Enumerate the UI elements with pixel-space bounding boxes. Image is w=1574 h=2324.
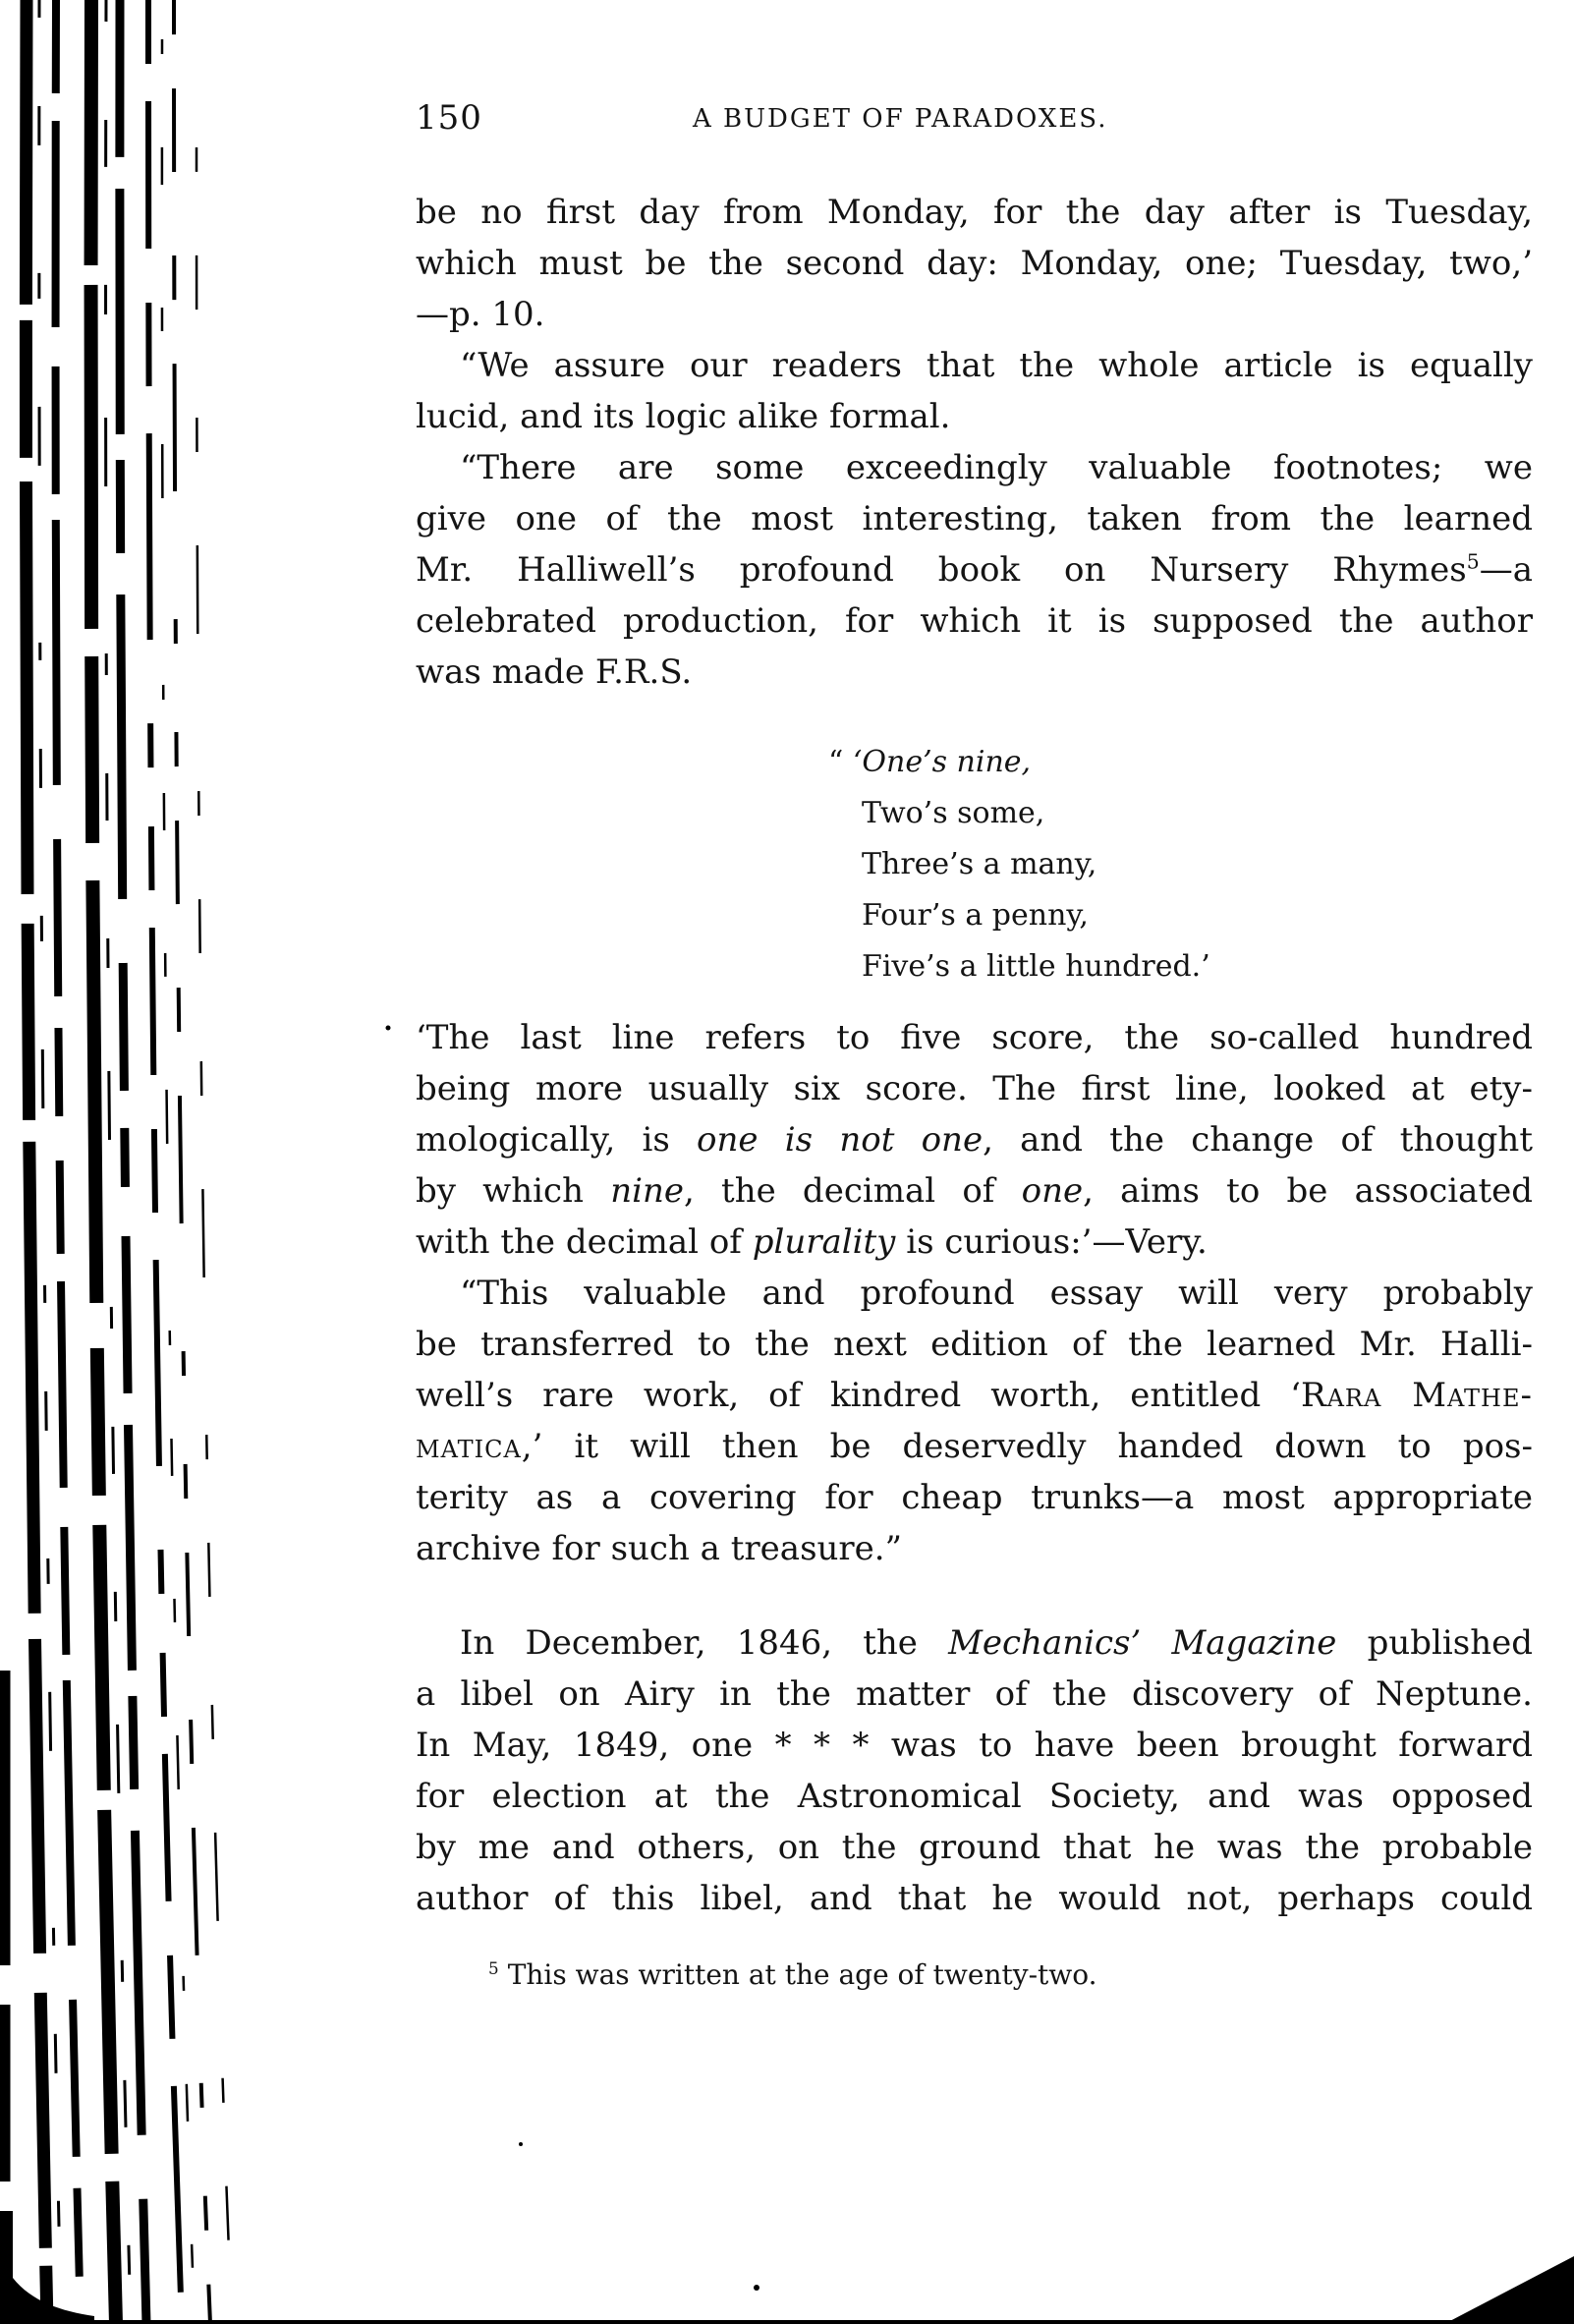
running-title: A BUDGET OF PARADOXES. — [693, 104, 1108, 134]
text-line: which must be the second day: Monday, one; Tuesday, two,’ — [416, 244, 1533, 283]
page-number: 150 — [416, 98, 482, 138]
text-line: “ ‘One’s nine, — [828, 745, 1032, 779]
footnote-text: This was written at the age of twenty-two. — [507, 1958, 1097, 1991]
text-line: archive for such a treasure.” — [416, 1529, 902, 1568]
text-line: Two’s some, — [862, 796, 1045, 830]
paragraph — [416, 1012, 1533, 1268]
text-line: “We assure our readers that the whole article is equally — [460, 346, 1533, 385]
paragraph — [416, 1617, 1533, 1924]
text-line: In May, 1849, one * * * was to have been brought forward — [416, 1726, 1533, 1765]
text-line: In December, 1846, the Mechanics’ Magazine published — [460, 1623, 1533, 1663]
footnote — [488, 1956, 1097, 1995]
text-line: Five’s a little hundred.’ — [862, 949, 1210, 984]
page-header — [416, 98, 1533, 143]
text-line: celebrated production, for which it is supposed the author — [416, 601, 1533, 641]
footnote-marker: 5 — [488, 1957, 499, 1978]
text-line: be transferred to the next edition of the learned Mr. Halli- — [416, 1325, 1533, 1364]
text-line: being more usually six score. The first line, looked at ety- — [416, 1069, 1533, 1108]
paragraph — [416, 1268, 1533, 1574]
text-line: terity as a covering for cheap trunks—a most appropriate — [416, 1478, 1533, 1517]
text-line: for election at the Astronomical Society, and was opposed — [416, 1777, 1533, 1816]
text-line: Four’s a penny, — [862, 898, 1089, 933]
text-line: author of this libel, and that he would not, perhaps could — [416, 1879, 1533, 1918]
text-line: ‘The last line refers to five score, the so-called hundred — [416, 1018, 1533, 1057]
text-line: with the decimal of plurality is curious:’—Very. — [416, 1222, 1208, 1262]
text-line: Three’s a many, — [862, 847, 1097, 881]
text-line: Mr. Halliwell’s profound book on Nursery Rhymes$^5$—a — [416, 549, 1533, 590]
text-line: “There are some exceedingly valuable footnotes; we — [460, 448, 1533, 487]
text-line: mologically, is one is not one, and the change of thought — [416, 1120, 1533, 1160]
paragraph — [416, 442, 1533, 698]
verse-block — [416, 737, 1533, 992]
text-line: lucid, and its logic alike formal. — [416, 397, 951, 436]
text-line: well’s rare work, of kindred worth, entitled ‘Rara Mathe- — [416, 1376, 1533, 1415]
paragraph — [416, 340, 1533, 442]
paragraph — [416, 187, 1533, 340]
text-line: was made F.R.S. — [416, 652, 693, 692]
text-line: give one of the most interesting, taken from the learned — [416, 499, 1533, 538]
text-line: a libel on Airy in the matter of the discovery of Neptune. — [416, 1674, 1533, 1714]
text-line: matica,’ it will then be deservedly handed down to pos- — [416, 1427, 1533, 1466]
text-line: by me and others, on the ground that he was the probable — [416, 1828, 1533, 1867]
text-line: by which nine, the decimal of one, aims to be associated — [416, 1171, 1533, 1211]
text-line: —p. 10. — [416, 295, 545, 334]
text-line: “This valuable and profound essay will very probably — [460, 1274, 1533, 1313]
page-text — [416, 187, 1533, 1924]
text-line: be no first day from Monday, for the day after is Tuesday, — [416, 193, 1533, 232]
